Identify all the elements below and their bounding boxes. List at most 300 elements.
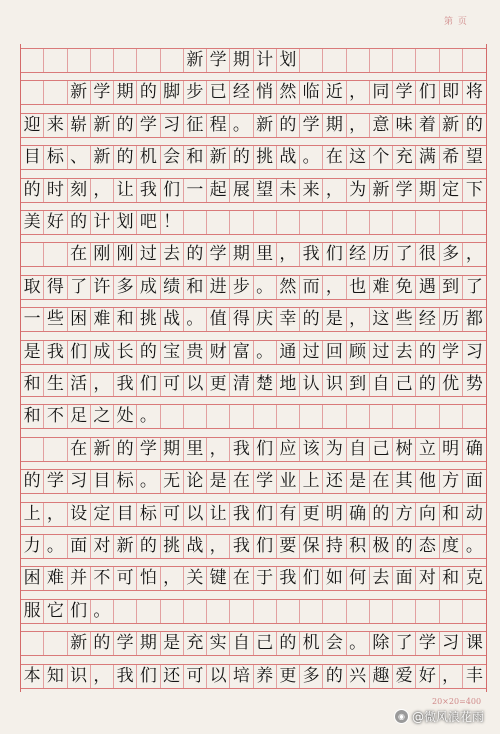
grid-cell: 面: [393, 567, 416, 590]
text-row: [21, 664, 486, 689]
text-row: [21, 631, 486, 656]
grid-cell: 的: [68, 211, 91, 234]
grid-cell: [323, 49, 346, 72]
grid-cell: 是: [347, 470, 370, 493]
grid-cell: [207, 211, 230, 234]
grid-cell: 我: [230, 503, 253, 526]
grid-cell: [161, 405, 184, 428]
grid-cell: 认: [300, 373, 323, 396]
grid-cell: 通: [277, 341, 300, 364]
grid-cell: 希: [440, 146, 463, 169]
grid-cell: [463, 600, 486, 623]
grid-cell: 更: [277, 665, 300, 688]
grid-cell: 业: [277, 470, 300, 493]
grid-cell: 的: [277, 114, 300, 137]
grid-cell: 我: [114, 665, 137, 688]
grid-cell: 可: [161, 373, 184, 396]
grid-cell: 的: [184, 243, 207, 266]
grid-cell: 树: [393, 438, 416, 461]
grid-cell: 为: [323, 438, 346, 461]
grid-cell: 确: [347, 503, 370, 526]
grid-cell: 宝: [161, 341, 184, 364]
grid-cell: [393, 49, 416, 72]
text-row: [21, 145, 486, 170]
grid-cell: 崭: [68, 114, 91, 137]
grid-cell: 丰: [465, 665, 483, 686]
grid-cell: [416, 211, 439, 234]
grid-cell: 绩: [161, 276, 184, 299]
grid-cell: 了: [393, 243, 416, 266]
grid-cell: 清: [230, 373, 253, 396]
grid-cell: [68, 49, 91, 72]
grid-cell: [161, 600, 184, 623]
grid-cell: 和: [21, 405, 44, 428]
grid-cell: 期: [230, 49, 253, 72]
watermark: [394, 708, 484, 725]
grid-cell: 味: [393, 114, 416, 137]
text-row: [21, 340, 486, 365]
grid-cell: [323, 211, 346, 234]
text-row: [21, 80, 486, 105]
grid-cell: 。: [300, 146, 323, 169]
grid-cell: [21, 243, 44, 266]
grid-cell: 多: [114, 276, 137, 299]
grid-cell: 顾: [347, 341, 370, 364]
grid-cell: ，: [465, 244, 483, 265]
grid-cell: 要: [277, 535, 300, 558]
grid-cell: 然: [277, 276, 300, 299]
grid-cell: 难: [370, 276, 393, 299]
text-row: [21, 404, 486, 429]
grid-cell: [440, 211, 463, 234]
grid-cell: 自: [370, 373, 393, 396]
grid-cell: 们: [137, 665, 160, 688]
text-row: [21, 372, 486, 397]
grid-cell: 望: [254, 179, 277, 202]
grid-cell: 学: [393, 81, 416, 104]
grid-cell: [416, 49, 439, 72]
grid-cell: 习: [68, 470, 91, 493]
grid-cell: 的: [370, 503, 393, 526]
grid-cell: 对: [416, 567, 439, 590]
grid-cell: [44, 438, 67, 461]
grid-cell: 免: [393, 276, 416, 299]
grid-cell: 的: [393, 535, 416, 558]
grid-cell: 到: [347, 373, 370, 396]
writing-grid-sheet: [20, 44, 487, 692]
grid-cell: 成: [91, 341, 114, 364]
grid-cell: 们: [416, 81, 439, 104]
grid-cell: 好: [44, 211, 67, 234]
grid-cell: 。: [254, 341, 277, 364]
grid-cell: 也: [347, 276, 370, 299]
grid-cell: 新: [68, 632, 91, 655]
grid-cell: 新: [114, 535, 137, 558]
grid-cell: 充: [184, 632, 207, 655]
grid-cell: 充: [393, 146, 416, 169]
grid-cell: 步: [230, 276, 253, 299]
grid-cell: 学: [440, 341, 463, 364]
grid-cell: [184, 211, 207, 234]
grid-cell: 怕: [137, 567, 160, 590]
grid-cell: 如: [323, 567, 346, 590]
grid-cell: 极: [370, 535, 393, 558]
grid-cell: 这: [347, 146, 370, 169]
grid-cell: [300, 211, 323, 234]
grid-cell: 识: [323, 373, 346, 396]
grid-cell: 难: [44, 567, 67, 590]
grid-cell: 不: [91, 567, 114, 590]
grid-cell: ，: [277, 243, 300, 266]
grid-cell: 课: [465, 633, 483, 654]
grid-cell: 庆: [254, 308, 277, 331]
grid-cell: 期: [416, 179, 439, 202]
grid-cell: 标: [114, 470, 137, 493]
grid-cell: [440, 600, 463, 623]
grid-cell: 的: [465, 114, 483, 135]
grid-cell: 于: [254, 567, 277, 590]
grid-cell: 在: [230, 470, 253, 493]
grid-cell: 该: [300, 438, 323, 461]
grid-cell: 战: [277, 146, 300, 169]
weibo-icon: ◉: [394, 709, 409, 724]
grid-cell: 实: [207, 632, 230, 655]
grid-cell: [300, 49, 323, 72]
grid-cell: 可: [114, 567, 137, 590]
grid-cell: 步: [184, 81, 207, 104]
grid-cell: 过: [370, 341, 393, 364]
grid-cell: 的: [416, 341, 439, 364]
grid-cell: 多: [440, 243, 463, 266]
grid-cell: 新: [91, 146, 114, 169]
grid-cell: [323, 405, 346, 428]
grid-cell: 会: [161, 146, 184, 169]
grid-cell: 过: [137, 243, 160, 266]
grid-cell: 地: [277, 373, 300, 396]
grid-cell: 的: [137, 81, 160, 104]
grid-cell: [370, 211, 393, 234]
grid-cell: [393, 600, 416, 623]
grid-cell: 战: [161, 308, 184, 331]
grid-cell: 着: [416, 114, 439, 137]
grid-cell: 克: [465, 568, 483, 589]
grid-cell: [277, 600, 300, 623]
grid-cell: ，: [44, 503, 67, 526]
grid-cell: 。: [254, 276, 277, 299]
grid-cell: 方: [440, 470, 463, 493]
grid-cell: 和: [184, 146, 207, 169]
grid-cell: 同: [370, 81, 393, 104]
grid-cell: 我: [300, 243, 323, 266]
grid-cell: 新: [370, 179, 393, 202]
grid-cell: 期: [114, 81, 137, 104]
grid-cell: 明: [440, 438, 463, 461]
grid-cell: 的: [300, 308, 323, 331]
text-row: [21, 469, 486, 494]
grid-cell: 是: [207, 470, 230, 493]
grid-cell: 很: [416, 243, 439, 266]
grid-cell: 未: [277, 179, 300, 202]
grid-cell: 去: [161, 243, 184, 266]
grid-cell: 兴: [347, 665, 370, 688]
grid-cell: 些: [393, 308, 416, 331]
grid-cell: 何: [347, 567, 370, 590]
grid-cell: 机: [300, 632, 323, 655]
grid-cell: [21, 632, 44, 655]
grid-cell: ，: [91, 373, 114, 396]
grid-cell: 定: [440, 179, 463, 202]
grid-cell: 。: [137, 470, 160, 493]
grid-cell: [254, 405, 277, 428]
grid-cell: 过: [300, 341, 323, 364]
grid-cell: 处: [114, 405, 137, 428]
grid-cell: [347, 600, 370, 623]
grid-cell: 定: [91, 503, 114, 526]
grid-cell: 设: [68, 503, 91, 526]
text-row: [21, 534, 486, 559]
grid-cell: 活: [68, 373, 91, 396]
grid-cell: 美: [21, 211, 44, 234]
grid-cell: 了: [393, 632, 416, 655]
grid-cell: 我: [230, 535, 253, 558]
grid-cell: 将: [465, 82, 483, 103]
grid-cell: 以: [207, 665, 230, 688]
text-row: [21, 275, 486, 300]
grid-cell: 在: [370, 470, 393, 493]
grid-cell: [230, 211, 253, 234]
grid-cell: 学: [393, 179, 416, 202]
grid-cell: 的: [91, 632, 114, 655]
grid-cell: ，: [323, 179, 346, 202]
grid-cell: [347, 211, 370, 234]
grid-cell: 的: [230, 146, 253, 169]
grid-cell: 学: [137, 114, 160, 137]
grid-cell: [416, 600, 439, 623]
grid-cell: 计: [91, 211, 114, 234]
grid-cell: 经: [230, 81, 253, 104]
grid-cell: 些: [44, 308, 67, 331]
grid-cell: 我: [44, 341, 67, 364]
grid-cell: [207, 405, 230, 428]
grid-cell: 脚: [161, 81, 184, 104]
grid-cell: 更: [300, 503, 323, 526]
grid-count-label: 20×20=400: [432, 697, 482, 706]
grid-cell: 可: [161, 503, 184, 526]
grid-cell: 可: [184, 665, 207, 688]
grid-cell: 计: [254, 49, 277, 72]
grid-cell: 还: [323, 470, 346, 493]
grid-cell: 得: [44, 276, 67, 299]
grid-cell: 是: [161, 632, 184, 655]
grid-cell: [114, 600, 137, 623]
grid-cell: [347, 49, 370, 72]
grid-cell: 知: [44, 665, 67, 688]
grid-cell: 趣: [370, 665, 393, 688]
grid-cell: 之: [91, 405, 114, 428]
grid-cell: 困: [68, 308, 91, 331]
grid-cell: 经: [416, 308, 439, 331]
grid-cell: 悄: [254, 81, 277, 104]
grid-cell: 历: [370, 243, 393, 266]
grid-cell: ，: [347, 114, 370, 137]
grid-cell: 刚: [114, 243, 137, 266]
grid-cell: 取: [21, 276, 44, 299]
grid-cell: [44, 243, 67, 266]
grid-cell: 论: [184, 470, 207, 493]
grid-cell: 让: [114, 179, 137, 202]
grid-cell: 历: [440, 308, 463, 331]
grid-cell: 划: [114, 211, 137, 234]
grid-cell: 长: [114, 341, 137, 364]
grid-cell: 它: [44, 600, 67, 623]
grid-cell: 里: [254, 243, 277, 266]
grid-cell: 们: [254, 503, 277, 526]
grid-cell: 值: [207, 308, 230, 331]
grid-cell: 。: [91, 600, 114, 623]
grid-cell: 学: [44, 470, 67, 493]
grid-cell: 应: [277, 438, 300, 461]
grid-cell: [416, 405, 439, 428]
grid-cell: 不: [44, 405, 67, 428]
grid-cell: [254, 211, 277, 234]
grid-cell: 。: [465, 536, 483, 556]
grid-cell: [114, 49, 137, 72]
grid-cell: 保: [300, 535, 323, 558]
grid-cell: 力: [21, 535, 44, 558]
grid-cell: 优: [440, 373, 463, 396]
grid-cell: 然: [277, 81, 300, 104]
grid-cell: 和: [114, 308, 137, 331]
grid-cell: 以: [184, 373, 207, 396]
grid-cell: 在: [68, 243, 91, 266]
grid-cell: 学: [254, 470, 277, 493]
grid-cell: 有: [277, 503, 300, 526]
page-label: 第 页: [444, 17, 468, 27]
text-row: [21, 437, 486, 462]
grid-cell: 去: [370, 567, 393, 590]
grid-cell: 面: [465, 471, 483, 492]
grid-cell: [277, 405, 300, 428]
text-row: [21, 178, 486, 203]
grid-cell: 去: [393, 341, 416, 364]
grid-cell: ，: [91, 179, 114, 202]
grid-cell: [463, 49, 486, 72]
grid-cell: 立: [416, 438, 439, 461]
grid-cell: 下: [465, 179, 483, 200]
grid-cell: 关: [184, 567, 207, 590]
grid-cell: 目: [114, 503, 137, 526]
grid-cell: [137, 49, 160, 72]
text-row: [21, 566, 486, 591]
grid-cell: 新: [91, 438, 114, 461]
grid-cell: 标: [137, 503, 160, 526]
grid-cell: 困: [21, 567, 44, 590]
grid-cell: 上: [21, 503, 44, 526]
grid-cell: ，: [91, 665, 114, 688]
grid-cell: 养: [254, 665, 277, 688]
grid-cell: 生: [44, 373, 67, 396]
grid-cell: 为: [347, 179, 370, 202]
grid-cell: 而: [300, 276, 323, 299]
grid-cell: [184, 600, 207, 623]
grid-cell: 在: [323, 146, 346, 169]
grid-cell: [370, 600, 393, 623]
grid-cell: 的: [416, 373, 439, 396]
grid-cell: 势: [465, 374, 483, 394]
grid-cell: 来: [300, 179, 323, 202]
grid-cell: 还: [161, 665, 184, 688]
grid-cell: 期: [323, 114, 346, 137]
grid-cell: 们: [137, 373, 160, 396]
grid-cell: 吧: [137, 211, 160, 234]
grid-cell: 到: [440, 276, 463, 299]
grid-cell: [161, 49, 184, 72]
grid-cell: ，: [207, 438, 230, 461]
grid-cell: 学: [114, 632, 137, 655]
grid-cell: 积: [347, 535, 370, 558]
grid-cell: 的: [137, 535, 160, 558]
grid-cell: 持: [323, 535, 346, 558]
grid-cell: 挑: [254, 146, 277, 169]
grid-cell: 确: [465, 438, 483, 459]
grid-cell: 经: [347, 243, 370, 266]
grid-cell: 无: [161, 470, 184, 493]
grid-cell: 习: [440, 632, 463, 655]
grid-cell: ，: [440, 665, 463, 688]
grid-cell: 划: [277, 49, 300, 72]
grid-cell: ，: [347, 308, 370, 331]
grid-cell: [21, 438, 44, 461]
grid-cell: 。: [44, 535, 67, 558]
grid-cell: [137, 600, 160, 623]
grid-cell: 的: [114, 146, 137, 169]
grid-cell: [393, 211, 416, 234]
grid-cell: 。: [184, 308, 207, 331]
grid-cell: 是: [21, 341, 44, 364]
grid-cell: [230, 600, 253, 623]
grid-cell: 识: [68, 665, 91, 688]
grid-cell: 足: [68, 405, 91, 428]
text-row: [21, 599, 486, 624]
grid-cell: 己: [393, 373, 416, 396]
grid-cell: 我: [137, 179, 160, 202]
grid-cell: [184, 405, 207, 428]
grid-cell: 们: [254, 438, 277, 461]
grid-cell: 新: [68, 81, 91, 104]
grid-cell: 许: [91, 276, 114, 299]
grid-cell: 展: [230, 179, 253, 202]
grid-cell: 都: [465, 309, 483, 330]
grid-cell: 们: [323, 243, 346, 266]
grid-cell: 服: [21, 600, 44, 623]
grid-cell: [463, 405, 486, 428]
grid-cell: 习: [161, 114, 184, 137]
grid-cell: 个: [370, 146, 393, 169]
grid-cell: 了: [465, 276, 483, 297]
grid-cell: [44, 49, 67, 72]
grid-cell: 挑: [161, 535, 184, 558]
grid-cell: 标: [44, 146, 67, 169]
grid-cell: [21, 49, 44, 72]
grid-cell: 、: [68, 146, 91, 169]
grid-cell: 态: [416, 535, 439, 558]
grid-cell: 培: [230, 665, 253, 688]
grid-cell: 财: [207, 341, 230, 364]
grid-cell: 的: [21, 179, 44, 202]
grid-cell: 们: [254, 535, 277, 558]
grid-cell: 己: [254, 632, 277, 655]
grid-cell: 一: [184, 179, 207, 202]
